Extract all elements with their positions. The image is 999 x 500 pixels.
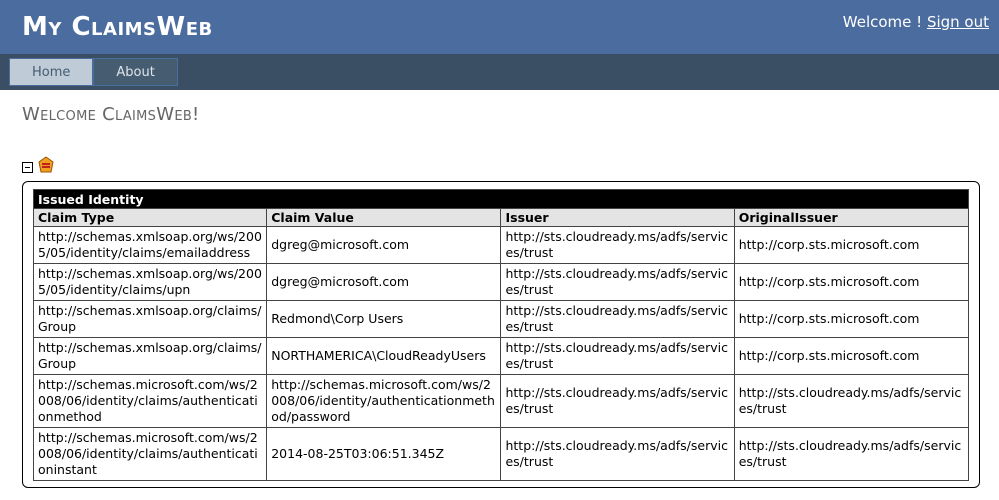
login-display xyxy=(843,13,989,31)
claim-value-cell: NORTHAMERICA\CloudReadyUsers xyxy=(267,338,501,375)
claim-type-cell: http://schemas.xmlsoap.org/claims/Group xyxy=(34,338,267,375)
claim-value-cell: 2014-08-25T03:06:51.345Z xyxy=(267,428,501,481)
table-row xyxy=(34,264,969,301)
table-caption: Issued Identity xyxy=(34,190,969,209)
sign-out-link[interactable]: Sign out xyxy=(926,13,989,31)
table-row xyxy=(34,338,969,375)
issuer-cell: http://sts.cloudready.ms/adfs/services/trust xyxy=(501,375,734,428)
original-issuer-cell: http://sts.cloudready.ms/adfs/services/trust xyxy=(734,375,968,428)
identity-panel xyxy=(22,181,980,488)
nav-item-about[interactable]: About xyxy=(93,58,177,86)
issuer-cell: http://sts.cloudready.ms/adfs/services/trust xyxy=(501,227,734,264)
column-header-claim-value: Claim Value xyxy=(267,209,501,227)
claim-type-cell: http://schemas.xmlsoap.org/ws/2005/05/identity/claims/emailaddress xyxy=(34,227,267,264)
claim-value-cell: Redmond\Corp Users xyxy=(267,301,501,338)
issuer-cell: http://sts.cloudready.ms/adfs/services/trust xyxy=(501,301,734,338)
original-issuer-cell: http://corp.sts.microsoft.com xyxy=(734,338,968,375)
collapse-icon[interactable] xyxy=(22,162,33,173)
claim-value-cell: http://schemas.microsoft.com/ws/2008/06/identity/authenticationmethod/password xyxy=(267,375,501,428)
claim-type-cell: http://schemas.microsoft.com/ws/2008/06/identity/claims/authenticationmethod xyxy=(34,375,267,428)
nav-menu xyxy=(0,54,999,90)
table-row xyxy=(34,428,969,481)
app-title: My ClaimsWeb xyxy=(22,12,213,42)
original-issuer-cell: http://sts.cloudready.ms/adfs/services/trust xyxy=(734,428,968,481)
column-header-original-issuer: OriginalIssuer xyxy=(734,209,968,227)
page-header xyxy=(0,0,999,54)
table-header-row xyxy=(34,209,969,227)
original-issuer-cell: http://corp.sts.microsoft.com xyxy=(734,264,968,301)
claim-type-cell: http://schemas.xmlsoap.org/ws/2005/05/identity/claims/upn xyxy=(34,264,267,301)
original-issuer-cell: http://corp.sts.microsoft.com xyxy=(734,227,968,264)
issuer-cell: http://sts.cloudready.ms/adfs/services/trust xyxy=(501,428,734,481)
nav-item-home[interactable]: Home xyxy=(9,58,93,86)
welcome-text: Welcome ! xyxy=(842,13,927,31)
claim-type-cell: http://schemas.xmlsoap.org/claims/Group xyxy=(34,301,267,338)
claim-value-cell: dgreg@microsoft.com xyxy=(267,264,501,301)
table-row xyxy=(34,301,969,338)
claim-type-cell: http://schemas.microsoft.com/ws/2008/06/identity/claims/authenticationinstant xyxy=(34,428,267,481)
identity-tree-node xyxy=(22,159,977,177)
table-row xyxy=(34,375,969,428)
column-header-claim-type: Claim Type xyxy=(34,209,267,227)
table-row xyxy=(34,227,969,264)
main-content xyxy=(0,104,999,488)
issuer-cell: http://sts.cloudready.ms/adfs/services/trust xyxy=(501,338,734,375)
claim-value-cell: dgreg@microsoft.com xyxy=(267,227,501,264)
identity-badge-icon xyxy=(37,156,55,174)
original-issuer-cell: http://corp.sts.microsoft.com xyxy=(734,301,968,338)
claims-table xyxy=(33,189,969,481)
column-header-issuer: Issuer xyxy=(501,209,734,227)
issuer-cell: http://sts.cloudready.ms/adfs/services/trust xyxy=(501,264,734,301)
page-title: Welcome ClaimsWeb! xyxy=(22,104,200,125)
